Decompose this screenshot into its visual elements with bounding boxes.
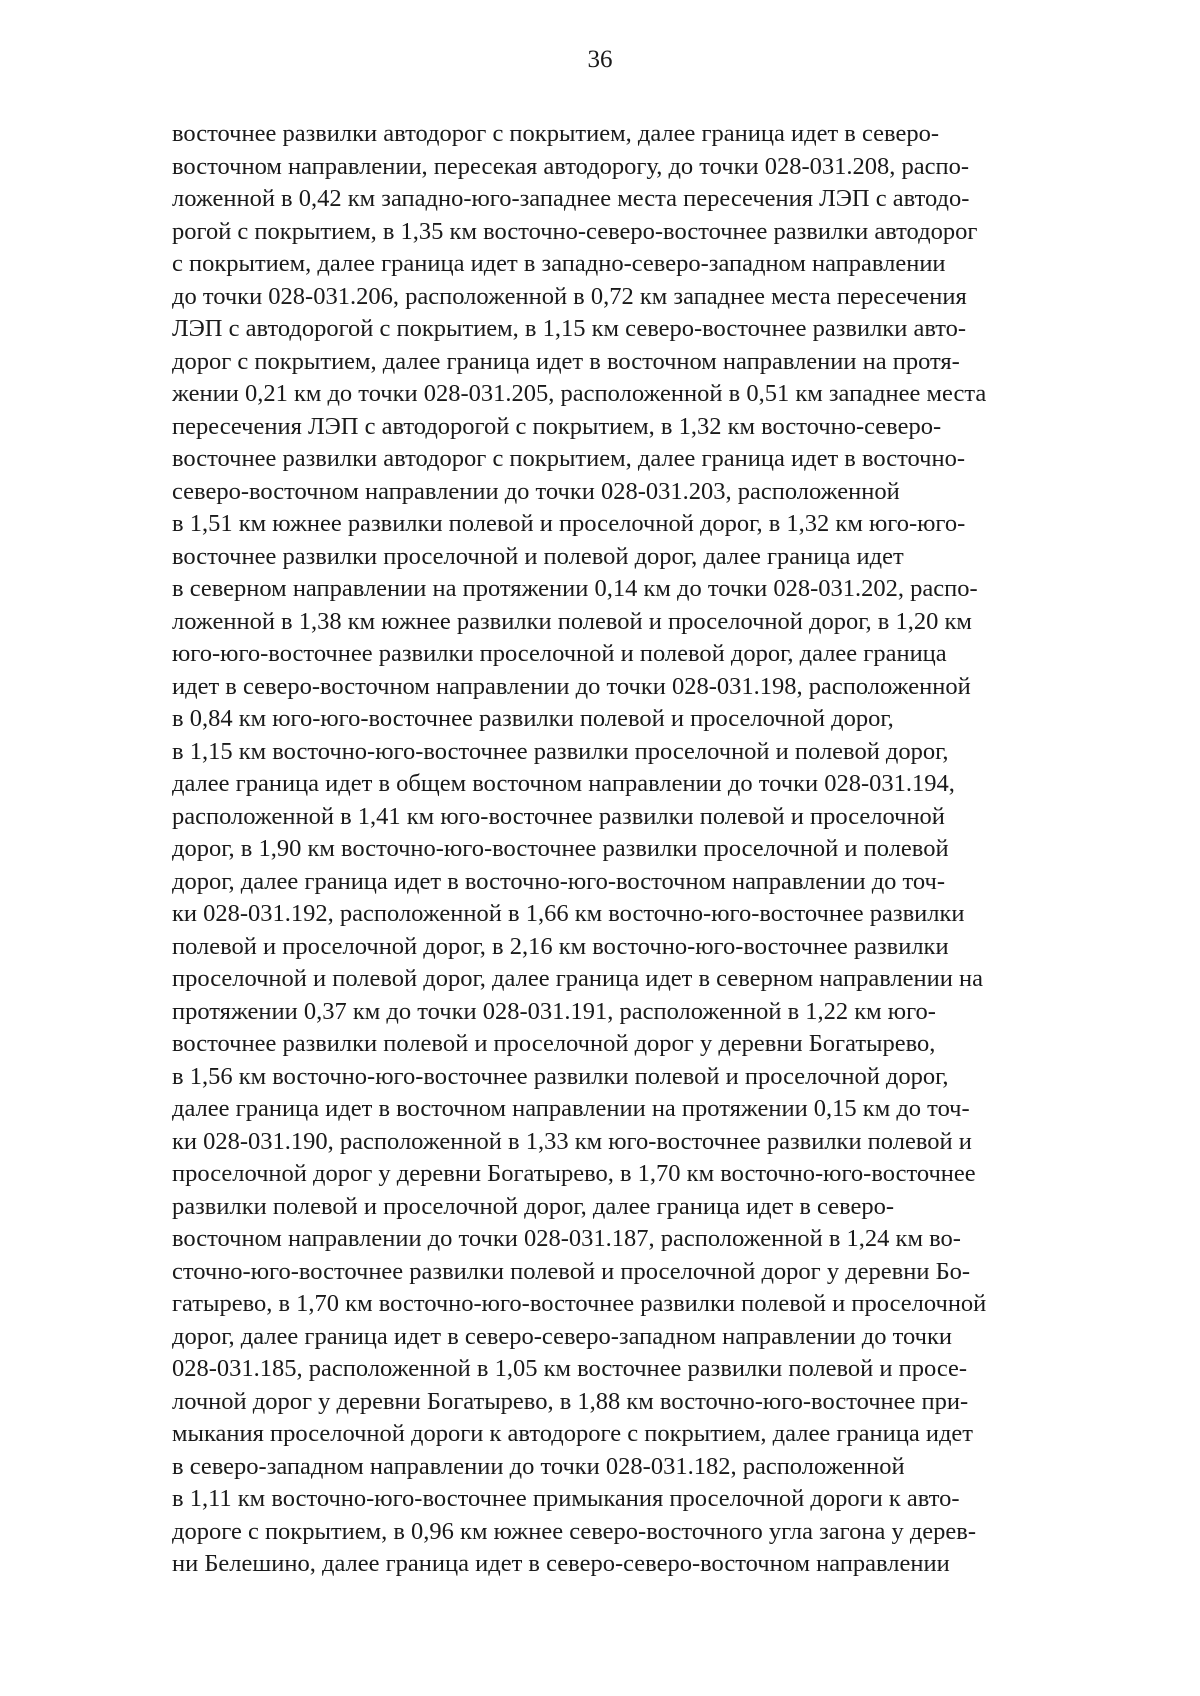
text-line: ложенной в 1,38 км южнее развилки полевой и проселочной дорог, в 1,20 км — [172, 607, 972, 635]
text-line: восточнее развилки автодорог с покрытием, далее граница идет в северо- — [172, 120, 940, 147]
text-line: в северном направлении на протяжении 0,14 км до точки 028-031.202, распо- — [172, 575, 978, 602]
text-line: пересечения ЛЭП с автодорогой с покрытием, в 1,32 км восточно-северо- — [172, 412, 942, 440]
text-line: юго-юго-восточнее развилки проселочной и полевой дорог, далее граница — [172, 640, 947, 667]
text-line: ки 028-031.192, расположенной в 1,66 км восточно-юго-восточнее развилки — [172, 900, 965, 927]
text-line: развилки полевой и проселочной дорог, далее граница идет в северо- — [172, 1192, 895, 1220]
text-line: в северо-западном направлении до точки 028-031.182, расположенной — [172, 1452, 905, 1480]
text-line: лочной дорог у деревни Богатырево, в 1,88 км восточно-юго-восточнее при- — [172, 1387, 969, 1415]
text-line: расположенной в 1,41 км юго-восточнее развилки полевой и проселочной — [172, 802, 945, 830]
text-line: мыкания проселочной дороги к автодороге с покрытием, далее граница идет — [172, 1420, 973, 1447]
text-line: протяжении 0,37 км до точки 028-031.191, расположенной в 1,22 км юго- — [172, 997, 936, 1025]
text-line: полевой и проселочной дорог, в 2,16 км восточно-юго-восточнее развилки — [172, 932, 949, 960]
text-line: восточном направлении до точки 028-031.187, расположенной в 1,24 км во- — [172, 1225, 961, 1252]
text-line: в 0,84 км юго-юго-восточнее развилки полевой и проселочной дорог, — [172, 705, 894, 732]
text-line: восточнее развилки полевой и проселочной дорог у деревни Богатырево, — [172, 1030, 936, 1057]
text-line: в 1,51 км южнее развилки полевой и проселочной дорог, в 1,32 км юго-юго- — [172, 510, 966, 537]
text-line: далее граница идет в восточном направлении на протяжении 0,15 км до точ- — [172, 1095, 970, 1122]
text-line: с покрытием, далее граница идет в западно-северо-западном направлении — [172, 250, 946, 277]
text-line: дороге с покрытием, в 0,96 км южнее северо-восточного угла загона у дерев- — [172, 1517, 977, 1545]
text-line: в 1,15 км восточно-юго-восточнее развилки проселочной и полевой дорог, — [172, 737, 949, 765]
text-line: восточнее развилки проселочной и полевой дорог, далее граница идет — [172, 542, 904, 570]
text-line: идет в северо-восточном направлении до точки 028-031.198, расположенной — [172, 672, 971, 700]
text-line: сточно-юго-восточнее развилки полевой и проселочной дорог у деревни Бо- — [172, 1257, 971, 1285]
text-line: гатырево, в 1,70 км восточно-юго-восточнее развилки полевой и проселочной — [172, 1290, 987, 1317]
page-number: 36 — [587, 46, 613, 73]
text-line: северо-восточном направлении до точки 028-031.203, расположенной — [172, 477, 900, 505]
text-line: дорог, далее граница идет в северо-северо-западном направлении до точки — [172, 1322, 952, 1350]
text-line: ки 028-031.190, расположенной в 1,33 км юго-восточнее развилки полевой и — [172, 1127, 972, 1155]
text-line: дорог с покрытием, далее граница идет в восточном направлении на протя- — [172, 347, 960, 375]
text-line: ЛЭП с автодорогой с покрытием, в 1,15 км северо-восточнее развилки авто- — [172, 315, 967, 342]
text-line: восточном направлении, пересекая автодорогу, до точки 028-031.208, распо- — [172, 152, 970, 180]
text-line: рогой с покрытием, в 1,35 км восточно-северо-восточнее развилки автодорог — [172, 217, 978, 245]
text-line: 028-031.185, расположенной в 1,05 км восточнее развилки полевой и просе- — [172, 1355, 968, 1382]
text-line: далее граница идет в общем восточном направлении до точки 028-031.194, — [172, 770, 955, 797]
text-line: проселочной и полевой дорог, далее граница идет в северном направлении на — [172, 965, 983, 992]
body-text — [172, 118, 1122, 1581]
text-line: в 1,56 км восточно-юго-восточнее развилки полевой и проселочной дорог, — [172, 1062, 949, 1090]
text-line: дорог, в 1,90 км восточно-юго-восточнее развилки проселочной и полевой — [172, 835, 949, 862]
text-line: восточнее развилки автодорог с покрытием, далее граница идет в восточно- — [172, 445, 965, 472]
text-line: проселочной дорог у деревни Богатырево, в 1,70 км восточно-юго-восточнее — [172, 1160, 976, 1187]
text-line: дорог, далее граница идет в восточно-юго-восточном направлении до точ- — [172, 867, 946, 895]
text-line: жении 0,21 км до точки 028-031.205, расположенной в 0,51 км западнее места — [172, 380, 987, 407]
text-line: в 1,11 км восточно-юго-восточнее примыкания проселочной дороги к авто- — [172, 1485, 960, 1512]
text-line: до точки 028-031.206, расположенной в 0,72 км западнее места пересечения — [172, 282, 967, 310]
text-line: ложенной в 0,42 км западно-юго-западнее места пересечения ЛЭП с автодо- — [172, 185, 970, 212]
text-line: ни Белешино, далее граница идет в северо-северо-восточном направлении — [172, 1550, 950, 1577]
